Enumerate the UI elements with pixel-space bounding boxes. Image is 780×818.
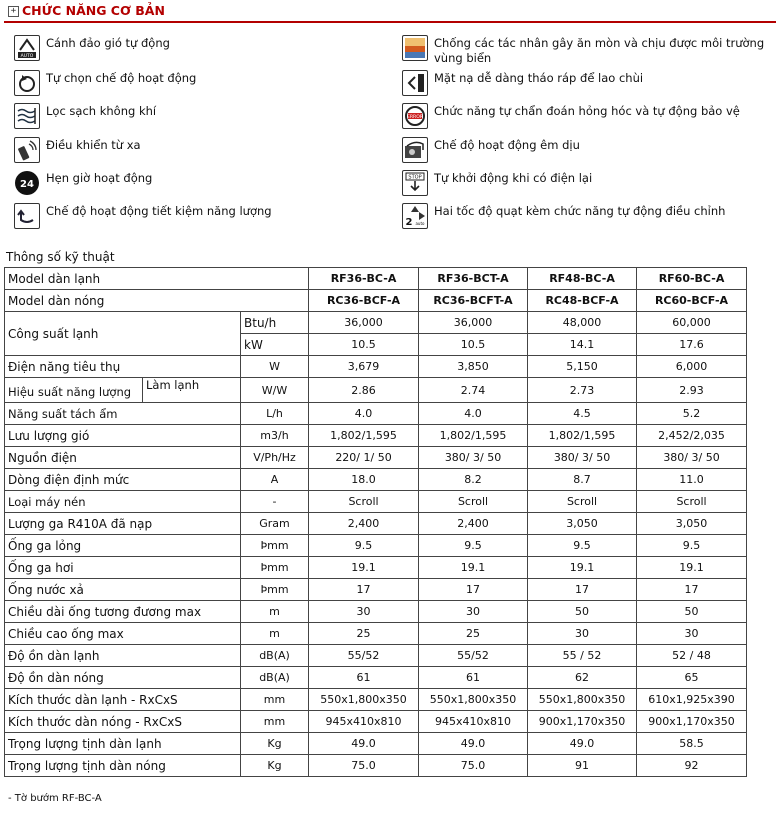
- anti-corrosion-icon: [402, 35, 428, 61]
- feature-label: Mặt nạ dễ dàng tháo ráp để lao chùi: [434, 71, 644, 85]
- row-label: Năng suất tách ẩm: [5, 403, 241, 425]
- value-cell: 92: [637, 755, 747, 777]
- value-cell: 17: [637, 579, 747, 601]
- value-cell: 36,000: [419, 312, 528, 334]
- feature-label: Lọc sạch không khí: [46, 104, 157, 118]
- value-cell: 58.5: [637, 733, 747, 755]
- svg-text:ERROR: ERROR: [406, 115, 424, 120]
- table-row: [5, 557, 747, 579]
- row-label: Ống nước xả: [5, 579, 241, 601]
- value-cell: 550x1,800x350: [419, 689, 528, 711]
- unit-cell: Kg: [241, 733, 309, 755]
- feature-label: Chế độ hoạt động êm dịu: [434, 138, 580, 152]
- value-cell: 91: [528, 755, 637, 777]
- eer-label: Hiệu suất năng lượng: [8, 385, 132, 399]
- unit-cell: mm: [241, 689, 309, 711]
- value-cell: 48,000: [528, 312, 637, 334]
- unit-cell: m: [241, 601, 309, 623]
- feature-item: [14, 137, 384, 165]
- feature-label: Hẹn giờ hoạt động: [46, 171, 153, 185]
- unit-cell: m: [241, 623, 309, 645]
- table-row: [5, 667, 747, 689]
- feature-label: Điều khiển từ xa: [46, 138, 141, 152]
- value-cell: 550x1,800x350: [528, 689, 637, 711]
- value-cell: 4.0: [309, 403, 419, 425]
- value-cell: 9.5: [528, 535, 637, 557]
- value-cell: 61: [419, 667, 528, 689]
- row-label: Kích thước dàn lạnh - RxCxS: [5, 689, 241, 711]
- feature-label: Cánh đảo gió tự động: [46, 36, 170, 50]
- value-cell: 11.0: [637, 469, 747, 491]
- svg-text:STOP: STOP: [408, 174, 422, 181]
- value-cell: 380/ 3/ 50: [528, 447, 637, 469]
- feature-label: Hai tốc độ quạt kèm chức năng tự động điều chỉnh: [434, 204, 726, 218]
- row-label: Ống ga lỏng: [5, 535, 241, 557]
- row-label: Trọng lượng tịnh dàn nóng: [5, 755, 241, 777]
- table-row: [5, 623, 747, 645]
- outdoor-model: RC48-BCF-A: [528, 290, 637, 312]
- value-cell: 1,802/1,595: [309, 425, 419, 447]
- value-cell: 19.1: [419, 557, 528, 579]
- table-row: [5, 469, 747, 491]
- table-row: [5, 268, 747, 290]
- value-cell: 9.5: [309, 535, 419, 557]
- section-title: CHỨC NĂNG CƠ BẢN: [22, 3, 165, 18]
- spec-table-body: [5, 268, 747, 777]
- row-label: Model dàn nóng: [5, 290, 309, 312]
- value-cell: 36,000: [309, 312, 419, 334]
- row-label: Chiều dài ống tương đương max: [5, 601, 241, 623]
- value-cell: 55/52: [419, 645, 528, 667]
- row-label: Kích thước dàn nóng - RxCxS: [5, 711, 241, 733]
- table-row: [5, 447, 747, 469]
- value-cell: 30: [309, 601, 419, 623]
- row-label: Độ ồn dàn nóng: [5, 667, 241, 689]
- feature-item: [14, 103, 384, 131]
- feature-item: [14, 35, 384, 63]
- unit-cell: A: [241, 469, 309, 491]
- table-row: [5, 645, 747, 667]
- value-cell: 900x1,170x350: [528, 711, 637, 733]
- value-cell: 17: [309, 579, 419, 601]
- value-cell: 10.5: [419, 334, 528, 356]
- spec-table: [4, 267, 747, 777]
- row-label: Nguồn điện: [5, 447, 241, 469]
- section-header: [4, 3, 776, 23]
- row-label: Lượng ga R410A đã nạp: [5, 513, 241, 535]
- energy-saving-icon: [14, 203, 40, 229]
- mode-select-icon: [14, 70, 40, 96]
- value-cell: 610x1,925x390: [637, 689, 747, 711]
- unit-cell: Þmm: [241, 535, 309, 557]
- expand-icon[interactable]: +: [8, 6, 19, 17]
- value-cell: 19.1: [528, 557, 637, 579]
- value-cell: 49.0: [528, 733, 637, 755]
- row-label: Ống ga hơi: [5, 557, 241, 579]
- value-cell: 52 / 48: [637, 645, 747, 667]
- table-row: [5, 491, 747, 513]
- feature-item: [402, 103, 778, 131]
- value-cell: 2.73: [528, 378, 637, 403]
- unit-cell: dB(A): [241, 645, 309, 667]
- row-label: Lưu lượng gió: [5, 425, 241, 447]
- value-cell: 10.5: [309, 334, 419, 356]
- value-cell: 50: [528, 601, 637, 623]
- outdoor-model: RC36-BCFT-A: [419, 290, 528, 312]
- value-cell: 61: [309, 667, 419, 689]
- value-cell: 18.0: [309, 469, 419, 491]
- indoor-model: RF48-BC-A: [528, 268, 637, 290]
- unit-cell: Btu/h: [241, 312, 309, 334]
- value-cell: 75.0: [419, 755, 528, 777]
- table-row: [5, 356, 747, 378]
- value-cell: 30: [637, 623, 747, 645]
- feature-item: [402, 70, 778, 98]
- unit-cell: Þmm: [241, 579, 309, 601]
- value-cell: 550x1,800x350: [309, 689, 419, 711]
- timer-24-icon: [14, 170, 40, 196]
- feature-item: [14, 70, 384, 98]
- unit-cell: Gram: [241, 513, 309, 535]
- unit-cell: Kg: [241, 755, 309, 777]
- indoor-model: RF36-BC-A: [309, 268, 419, 290]
- value-cell: Scroll: [419, 491, 528, 513]
- svg-text:AUTO: AUTO: [20, 54, 34, 59]
- value-cell: 945x410x810: [309, 711, 419, 733]
- value-cell: 3,050: [637, 513, 747, 535]
- value-cell: 2,400: [309, 513, 419, 535]
- indoor-model: RF60-BC-A: [637, 268, 747, 290]
- value-cell: 19.1: [309, 557, 419, 579]
- feature-label: Chống các tác nhân gây ăn mòn và chịu được môi trường vùng biển: [434, 36, 765, 65]
- swing-auto-icon: [14, 35, 40, 61]
- indoor-model: RF36-BCT-A: [419, 268, 528, 290]
- svg-text:auto: auto: [415, 221, 425, 226]
- table-row: [5, 535, 747, 557]
- feature-label: Chế độ hoạt động tiết kiệm năng lượng: [46, 204, 272, 218]
- value-cell: 55/52: [309, 645, 419, 667]
- auto-restart-icon: [402, 170, 428, 196]
- value-cell: 50: [637, 601, 747, 623]
- unit-cell: Þmm: [241, 557, 309, 579]
- value-cell: 60,000: [637, 312, 747, 334]
- value-cell: 8.7: [528, 469, 637, 491]
- value-cell: 5,150: [528, 356, 637, 378]
- unit-cell: mm: [241, 711, 309, 733]
- value-cell: 6,000: [637, 356, 747, 378]
- outdoor-model: RC60-BCF-A: [637, 290, 747, 312]
- table-row: [5, 378, 747, 403]
- feature-item: [402, 35, 778, 65]
- value-cell: 2.93: [637, 378, 747, 403]
- value-cell: 17.6: [637, 334, 747, 356]
- row-label: Độ ồn dàn lạnh: [5, 645, 241, 667]
- value-cell: 8.2: [419, 469, 528, 491]
- unit-cell: -: [241, 491, 309, 513]
- unit-cell: m3/h: [241, 425, 309, 447]
- footnote: - Tờ bướm RF-BC-A: [8, 793, 102, 804]
- value-cell: 9.5: [637, 535, 747, 557]
- feature-item: [402, 137, 778, 165]
- value-cell: 1,802/1,595: [419, 425, 528, 447]
- two-speed-fan-icon: [402, 203, 428, 229]
- table-row: [5, 711, 747, 733]
- feature-item: [14, 203, 384, 231]
- value-cell: 49.0: [419, 733, 528, 755]
- value-cell: 5.2: [637, 403, 747, 425]
- unit-cell: L/h: [241, 403, 309, 425]
- row-label: Công suất lạnh: [5, 312, 241, 356]
- spec-title: Thông số kỹ thuật: [6, 250, 115, 264]
- table-row: [5, 579, 747, 601]
- value-cell: 65: [637, 667, 747, 689]
- svg-text:24: 24: [20, 179, 34, 190]
- row-label: [5, 378, 241, 403]
- table-row: [5, 403, 747, 425]
- table-row: [5, 513, 747, 535]
- value-cell: 2,452/2,035: [637, 425, 747, 447]
- value-cell: 49.0: [309, 733, 419, 755]
- value-cell: 1,802/1,595: [528, 425, 637, 447]
- table-row: [5, 689, 747, 711]
- value-cell: 3,679: [309, 356, 419, 378]
- table-row: [5, 733, 747, 755]
- value-cell: 900x1,170x350: [637, 711, 747, 733]
- row-label: Chiều cao ống max: [5, 623, 241, 645]
- remote-control-icon: [14, 137, 40, 163]
- value-cell: 75.0: [309, 755, 419, 777]
- row-label: Dòng điện định mức: [5, 469, 241, 491]
- row-label: Điện năng tiêu thụ: [5, 356, 241, 378]
- quiet-mode-icon: [402, 137, 428, 163]
- error-diagnosis-icon: [402, 103, 428, 129]
- value-cell: 9.5: [419, 535, 528, 557]
- eer-sub-label: Làm lạnh: [142, 378, 199, 402]
- value-cell: 19.1: [637, 557, 747, 579]
- row-label: Trọng lượng tịnh dàn lạnh: [5, 733, 241, 755]
- unit-cell: W: [241, 356, 309, 378]
- feature-item: [402, 170, 778, 198]
- value-cell: 25: [419, 623, 528, 645]
- value-cell: 55 / 52: [528, 645, 637, 667]
- unit-cell: W/W: [241, 378, 309, 403]
- value-cell: Scroll: [309, 491, 419, 513]
- value-cell: 945x410x810: [419, 711, 528, 733]
- value-cell: 17: [528, 579, 637, 601]
- outdoor-model: RC36-BCF-A: [309, 290, 419, 312]
- table-row: [5, 290, 747, 312]
- feature-item: [402, 203, 778, 231]
- removable-panel-icon: [402, 70, 428, 96]
- svg-text:2: 2: [405, 217, 413, 228]
- unit-cell: V/Ph/Hz: [241, 447, 309, 469]
- value-cell: 2.74: [419, 378, 528, 403]
- value-cell: 62: [528, 667, 637, 689]
- value-cell: 220/ 1/ 50: [309, 447, 419, 469]
- value-cell: 380/ 3/ 50: [637, 447, 747, 469]
- row-label: Model dàn lạnh: [5, 268, 309, 290]
- value-cell: 17: [419, 579, 528, 601]
- feature-item: [14, 170, 384, 198]
- value-cell: Scroll: [528, 491, 637, 513]
- value-cell: 3,050: [528, 513, 637, 535]
- value-cell: 30: [528, 623, 637, 645]
- value-cell: 14.1: [528, 334, 637, 356]
- table-row: [5, 601, 747, 623]
- feature-label: Tự khởi động khi có điện lại: [434, 171, 593, 185]
- value-cell: 4.0: [419, 403, 528, 425]
- value-cell: 3,850: [419, 356, 528, 378]
- feature-label: Chức năng tự chẩn đoán hỏng hóc và tự động bảo vệ: [434, 104, 740, 118]
- table-row: [5, 755, 747, 777]
- unit-cell: kW: [241, 334, 309, 356]
- value-cell: 380/ 3/ 50: [419, 447, 528, 469]
- value-cell: 4.5: [528, 403, 637, 425]
- value-cell: Scroll: [637, 491, 747, 513]
- air-filter-icon: [14, 103, 40, 129]
- value-cell: 30: [419, 601, 528, 623]
- row-label: Loại máy nén: [5, 491, 241, 513]
- value-cell: 25: [309, 623, 419, 645]
- value-cell: 2.86: [309, 378, 419, 403]
- unit-cell: dB(A): [241, 667, 309, 689]
- value-cell: 2,400: [419, 513, 528, 535]
- feature-label: Tự chọn chế độ hoạt động: [46, 71, 197, 85]
- table-row: [5, 312, 747, 334]
- table-row: [5, 425, 747, 447]
